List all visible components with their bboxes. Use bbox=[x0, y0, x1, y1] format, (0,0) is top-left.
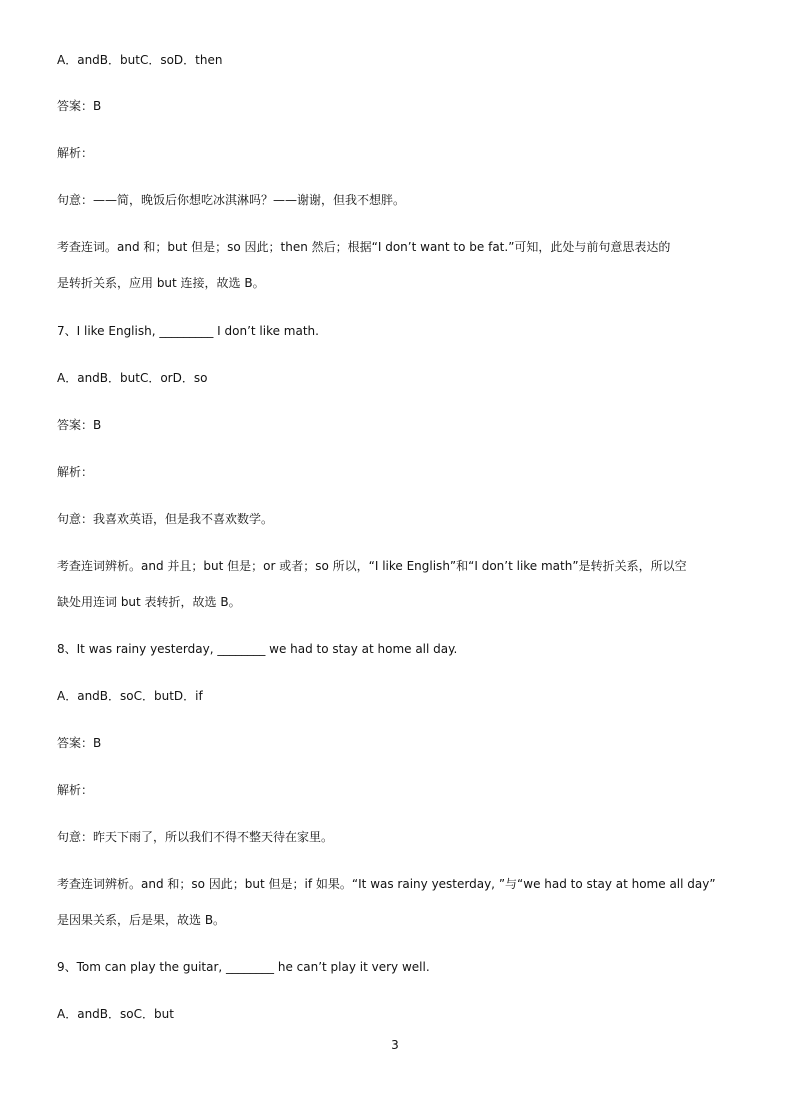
q7-answer: 答案：B bbox=[57, 418, 102, 432]
q6-explanation-line-2: 是转折关系，应用 but 连接，故选 B。 bbox=[57, 276, 265, 290]
q8-explanation-line-1: 考查连词辨析。and 和；so 因此；but 但是；if 如果。“It was rainy yesterday, ”与“we had to stay at home all day” bbox=[57, 877, 716, 891]
q8-answer: 答案：B bbox=[57, 736, 102, 750]
q8-analysis-label: 解析： bbox=[57, 783, 94, 797]
q7-options: A．andB．butC．orD．so bbox=[57, 371, 208, 385]
page-number: 3 bbox=[391, 1038, 399, 1052]
q7-explanation-line-1: 考查连词辨析。and 并且；but 但是；or 或者；so 所以，“I like English”和“I don’t like math”是转折关系，所以空 bbox=[57, 559, 687, 573]
q6-options: A．andB．butC．soD．then bbox=[57, 53, 223, 67]
q6-explanation-line-1: 考查连词。and 和；but 但是；so 因此；then 然后；根据“I don’t want to be fat.”可知，此处与前句意思表达的 bbox=[57, 240, 671, 254]
q7-analysis-label: 解析： bbox=[57, 465, 94, 479]
q9-options: A．andB．soC．but bbox=[57, 1007, 174, 1021]
q7-explanation-line-2: 缺处用连词 but 表转折，故选 B。 bbox=[57, 595, 241, 609]
q8-explanation-line-2: 是因果关系，后是果，故选 B。 bbox=[57, 913, 226, 927]
q6-analysis-label: 解析： bbox=[57, 146, 94, 160]
q7-meaning: 句意：我喜欢英语，但是我不喜欢数学。 bbox=[57, 512, 274, 526]
q8-question: 8、It was rainy yesterday, ________ we had to stay at home all day. bbox=[57, 642, 458, 656]
q8-meaning: 句意：昨天下雨了，所以我们不得不整天待在家里。 bbox=[57, 830, 334, 844]
q7-question: 7、I like English, _________ I don’t like math. bbox=[57, 324, 319, 338]
q6-answer: 答案：B bbox=[57, 99, 102, 113]
q9-question: 9、Tom can play the guitar, ________ he can’t play it very well. bbox=[57, 960, 430, 974]
q6-meaning: 句意：——简，晚饭后你想吃冰淇淋吗？——谢谢，但我不想胖。 bbox=[57, 193, 406, 207]
q8-options: A．andB．soC．butD．if bbox=[57, 689, 203, 703]
